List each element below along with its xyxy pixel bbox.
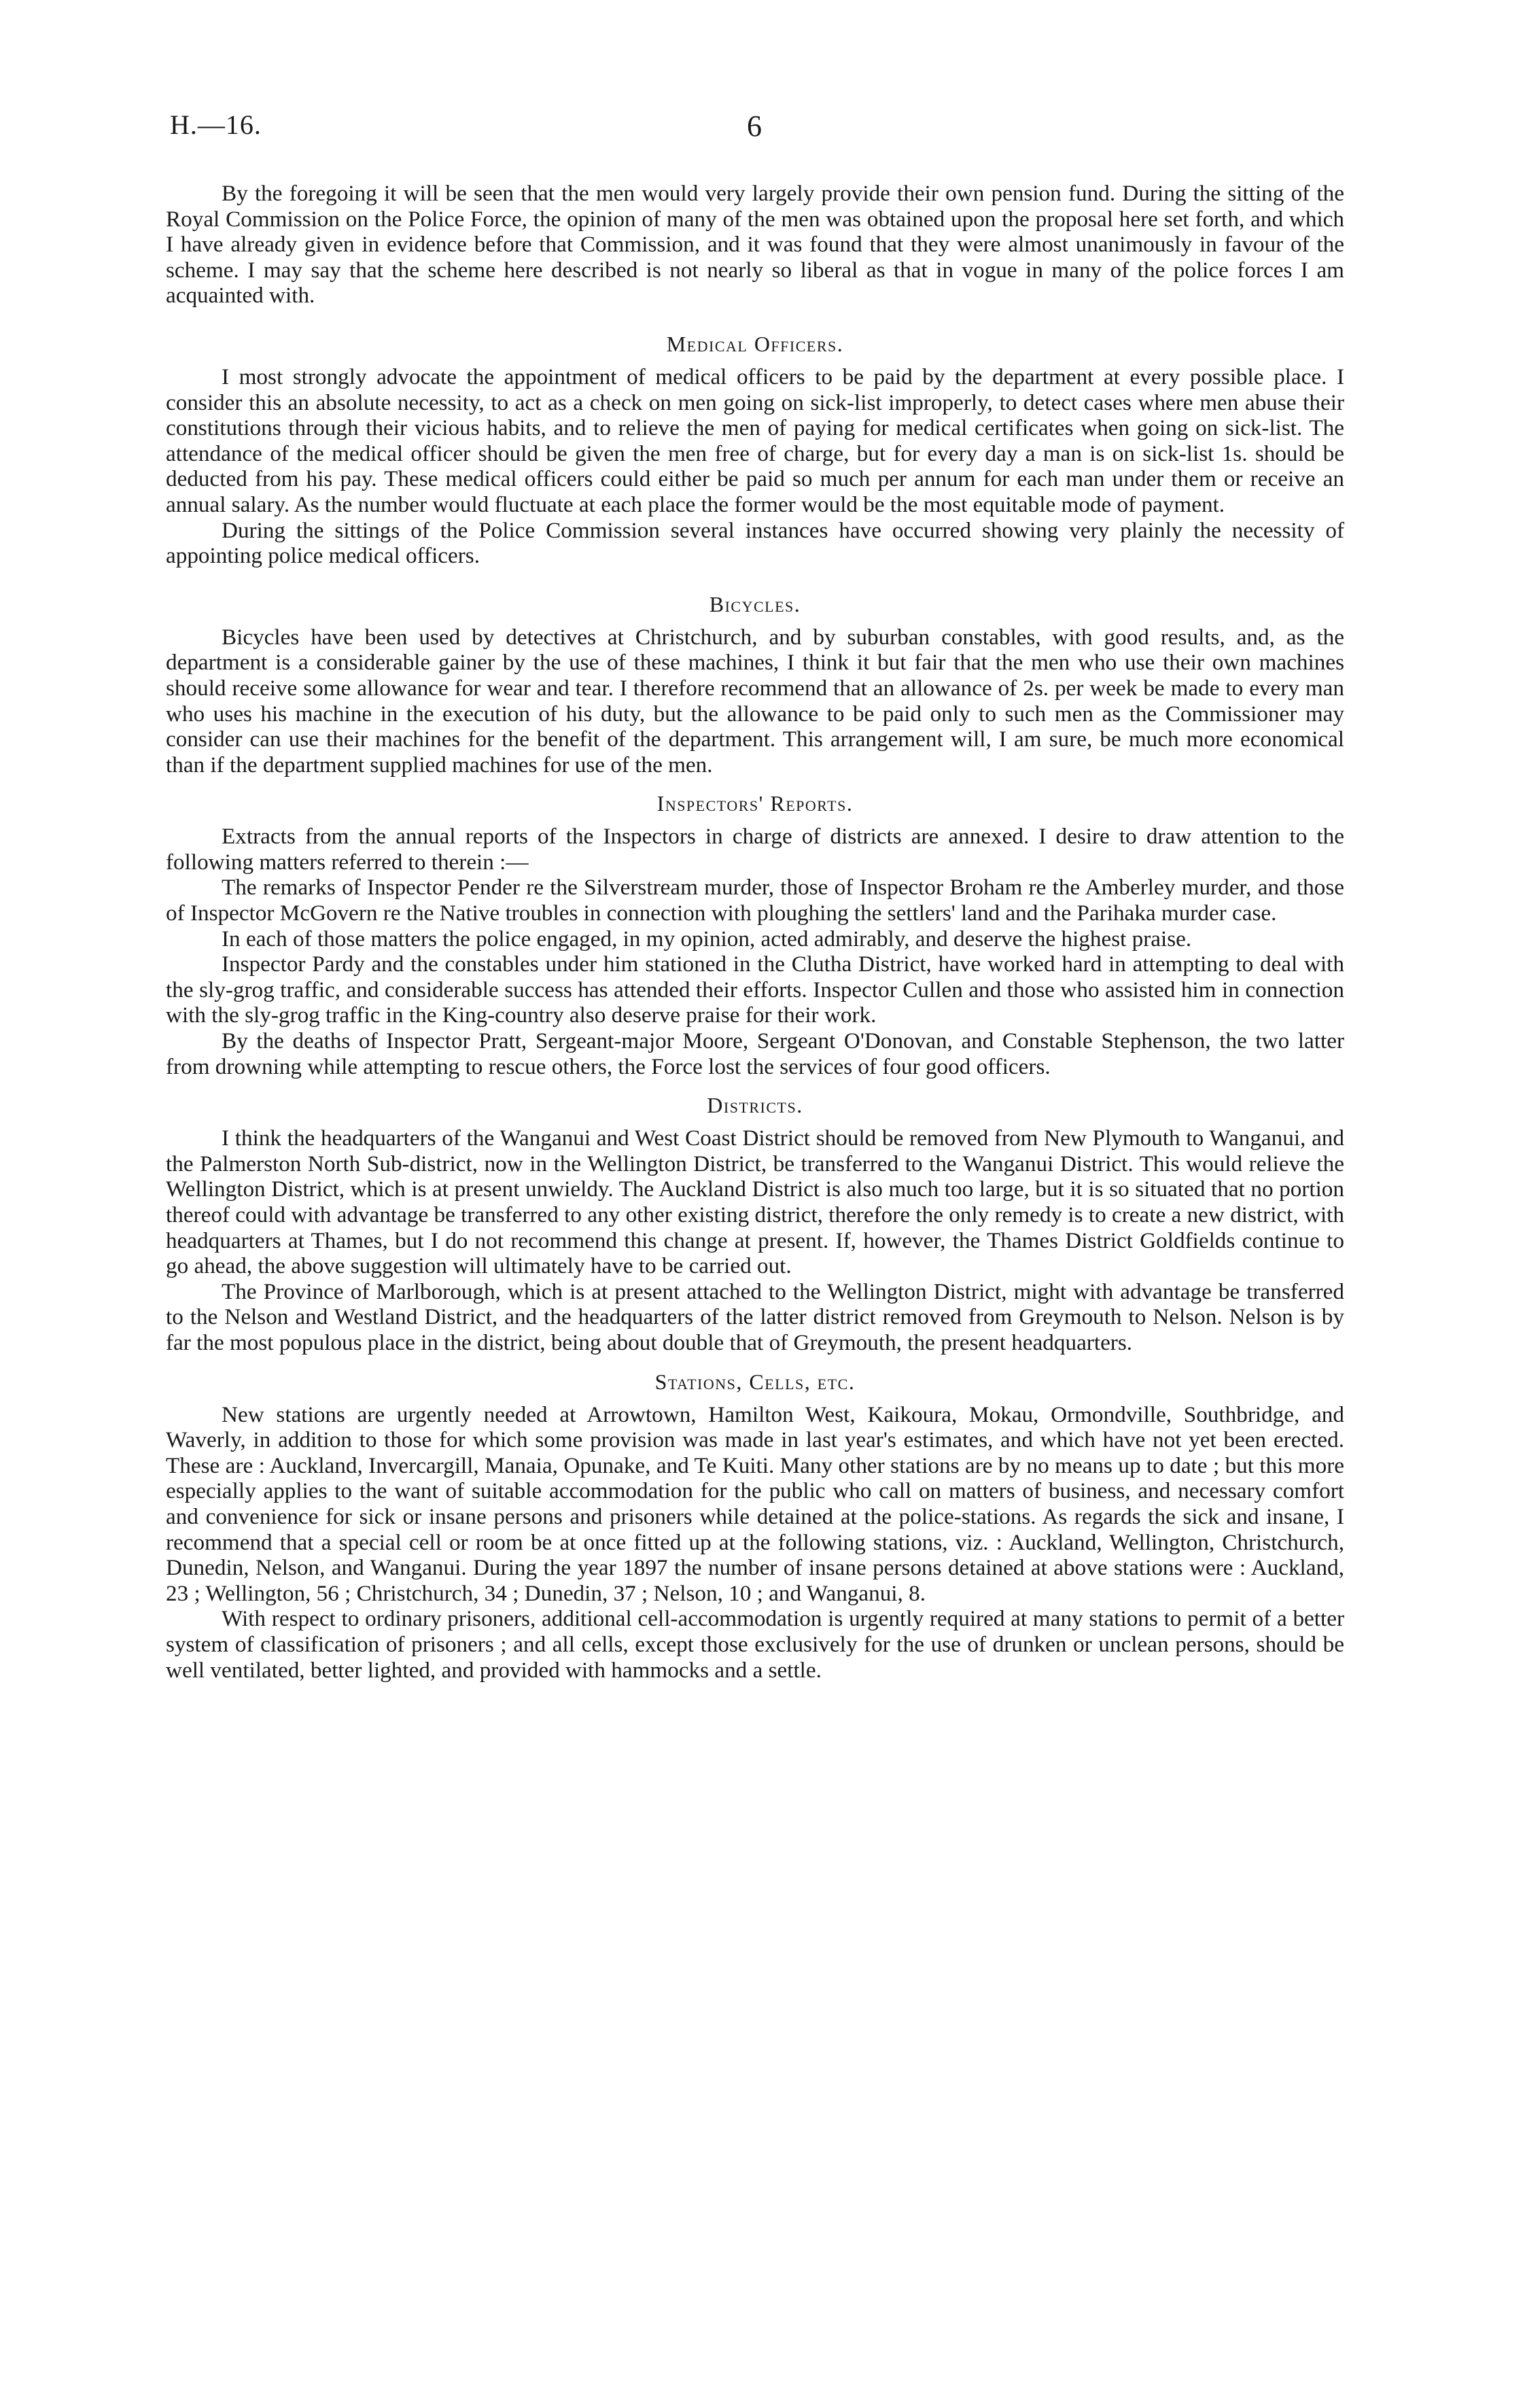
document-reference: H.—16. [170,109,262,140]
document-body [166,181,1344,1683]
paragraph: The remarks of Inspector Pender re the Silverstream murder, those of Inspector Broham re the Amberley murder, and those of Inspector McGovern re the Native troubles in connection with ploughing the settlers' land and the Parihaka murder case. [166,875,1344,926]
paragraph: The Province of Marlborough, which is at present attached to the Wellington District, might with advantage be transferred to the Nelson and Westland District, and the headquarters of the latter district removed from Greymouth to Nelson. Nelson is by far the most populous place in the district, being about double that of Greymouth, the present headquarters. [166,1278,1344,1355]
paragraph: During the sittings of the Police Commission several instances have occurred showing very plainly the necessity of appointing police medical officers. [166,517,1344,569]
section-heading: Stations, Cells, etc. [654,1369,856,1394]
paragraph: In each of those matters the police engaged, in my opinion, acted admirably, and deserve the highest praise. [222,926,1192,952]
section-districts [166,1093,1344,1355]
page-header [166,109,1359,150]
section-bicycles [166,592,1344,778]
page-number: 6 [747,109,762,143]
section-inspectors-reports [166,791,1344,1079]
paragraph: Inspector Pardy and the constables under him stationed in the Clutha District, have worked hard in attempting to deal with the sly-grog traffic, and considerable success has attended their efforts. Inspector Cullen and those who assisted him in connection with the sly-grog traffic in the King-country also deserve praise for their work. [166,952,1344,1028]
section-stations-cells [166,1369,1344,1683]
section-intro [166,181,1344,309]
section-heading: Bicycles. [709,591,801,616]
section-heading: Districts. [707,1093,803,1118]
paragraph: By the deaths of Inspector Pratt, Sergeant-major Moore, Sergeant O'Donovan, and Constable Stephenson, the two latter from drowning while attempting to rescue others, the Force lost the services of four good officers. [166,1028,1344,1079]
paragraph: I think the headquarters of the Wanganui and West Coast District should be removed from New Plymouth to Wanganui, and the Palmerston North Sub-district, now in the Wellington District, be transferred to the Wanganui District. This would relieve the Wellington District, which is at present unwieldy. The Auckland District is also much too large, but it is so situated that no portion thereof could with advantage be transferred to any other existing district, therefore the only remedy is to create a new district, with headquarters at Thames, but I do not recommend this change at present. If, however, the Thames District Goldfields continue to go ahead, the above suggestion will ultimately have to be carried out. [166,1126,1344,1279]
paragraph: By the foregoing it will be seen that the men would very largely provide their own pension fund. During the sitting of the Royal Commission on the Police Force, the opinion of many of the men was obtained upon the proposal here set forth, and which I have already given in evidence before that Commission, and it was found that they were almost unanimously in favour of the scheme. I may say that the scheme here described is not nearly so liberal as that in vogue in many of the police forces I am acquainted with. [166,181,1344,309]
paragraph: With respect to ordinary prisoners, additional cell-accommodation is urgently required at many stations to permit of a better system of classification of prisoners ; and all cells, except those exclusively for the use of drunken or unclean persons, should be well ventilated, better lighted, and provided with hammocks and a settle. [166,1606,1344,1683]
paragraph: Bicycles have been used by detectives at Christchurch, and by suburban constables, with good results, and, as the department is a considerable gainer by the use of these machines, I think it but fair that the men who use their own machines should receive some allowance for wear and tear. I therefore recommend that an allowance of 2s. per week be made to every man who uses his machine in the execution of his duty, but the allowance to be paid only to such men as the Commissioner may consider can use their machines for the benefit of the department. This arrangement will, I am sure, be much more economical than if the department supplied machines for use of the men. [166,624,1344,778]
section-heading: Medical Officers. [666,331,844,356]
paragraph: I most strongly advocate the appointment of medical officers to be paid by the department at every possible place. I consider this an absolute necessity, to act as a check on men going on sick-list improperly, to detect cases where men abuse their constitutions through their vicious habits, and to relieve the men of paying for medical certificates when going on sick-list. The attendance of the medical officer should be given the men free of charge, but for every day a man is on sick-list 1s. should be deducted from his pay. These medical officers could either be paid so much per annum for each man under them or receive an annual salary. As the number would fluctuate at each place the former would be the most equitable mode of payment. [166,364,1344,517]
section-heading: Inspectors' Reports. [656,791,854,816]
paragraph: Extracts from the annual reports of the Inspectors in charge of districts are annexed. I desire to draw attention to the following matters referred to therein :— [166,824,1344,875]
paragraph: New stations are urgently needed at Arrowtown, Hamilton West, Kaikoura, Mokau, Ormondville, Southbridge, and Waverly, in addition to those for which some provision was made in last year's estimates, and which have not yet been erected. These are : Auckland, Invercargill, Manaia, Opunake, and Te Kuiti. Many other stations are by no means up to date ; but this more especially applies to the want of suitable accommodation for the public who call on matters of business, and necessary comfort and convenience for sick or insane persons and prisoners while detained at the police-stations. As regards the sick and insane, I recommend that a special cell or room be at once fitted up at the following stations, viz. : Auckland, Wellington, Christchurch, Dunedin, Nelson, and Wanganui. During the year 1897 the number of insane persons detained at above stations were : Auckland, 23 ; Wellington, 56 ; Christchurch, 34 ; Dunedin, 37 ; Nelson, 10 ; and Wanganui, 8. [166,1401,1344,1606]
section-medical-officers [166,332,1344,569]
